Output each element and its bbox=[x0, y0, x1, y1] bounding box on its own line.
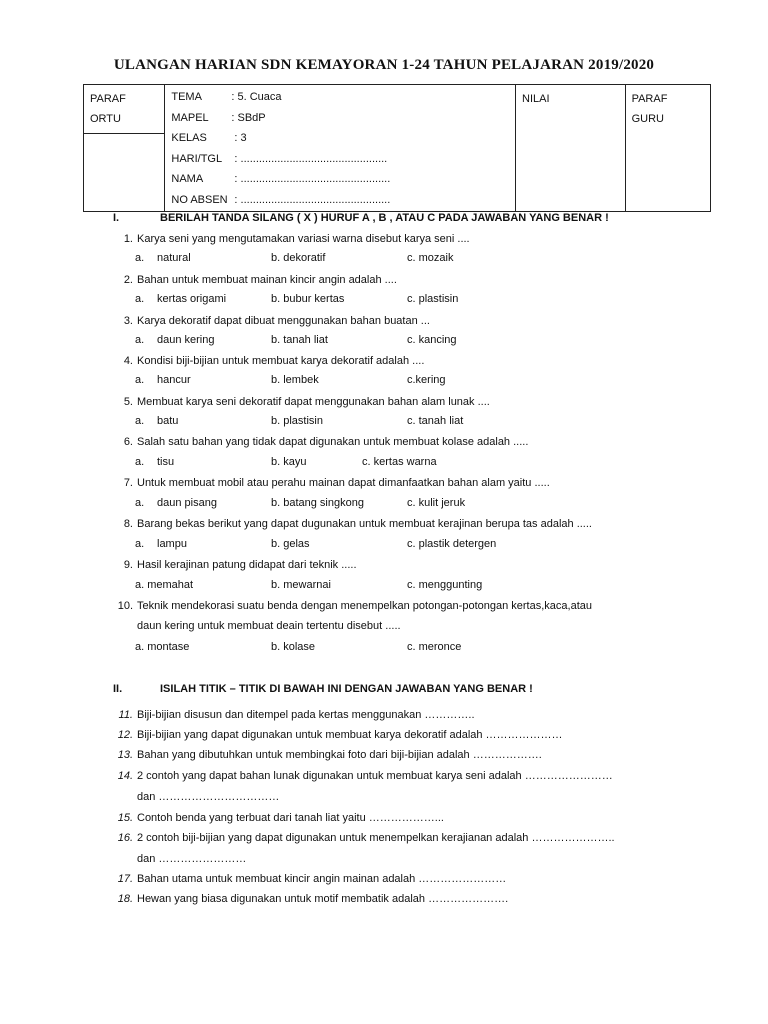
question-text[interactable]: Bahan yang dibutuhkan untuk membingkai foto dari biji-bijian adalah ………………. bbox=[137, 749, 542, 761]
option-marker[interactable]: a. bbox=[135, 293, 145, 305]
answer-option[interactable]: c. tanah liat bbox=[407, 415, 464, 427]
question-text[interactable]: 2 contoh biji-bijian yang dapat digunakan untuk menempelkan kerajianan adalah ………………….. bbox=[137, 832, 615, 844]
option-marker[interactable]: a. bbox=[135, 334, 145, 346]
question-number: 4. bbox=[123, 355, 133, 367]
question-text: Bahan untuk membuat mainan kincir angin adalah .... bbox=[137, 274, 397, 286]
question-number: 7. bbox=[123, 477, 133, 489]
question-number: 10. bbox=[117, 600, 133, 612]
question-number: 11. bbox=[118, 709, 133, 721]
question-text: Hasil kerajinan patung didapat dari teknik ..... bbox=[137, 559, 357, 571]
question-text: Karya dekoratif dapat dibuat menggunakan bahan buatan ... bbox=[137, 315, 430, 327]
question-text: Salah satu bahan yang tidak dapat digunakan untuk membuat kolase adalah ..... bbox=[137, 436, 529, 448]
question-number: 8. bbox=[123, 518, 133, 530]
question-number: 14. bbox=[117, 770, 133, 782]
paraf-guru-label-1: PARAF bbox=[631, 93, 668, 105]
info-mapel: MAPEL : SBdP bbox=[171, 111, 266, 124]
question-text-line-2[interactable]: dan …………………………… bbox=[137, 791, 280, 803]
answer-option[interactable]: b. plastisin bbox=[271, 415, 323, 427]
page-title: ULANGAN HARIAN SDN KEMAYORAN 1-24 TAHUN PELAJARAN 2019/2020 bbox=[113, 57, 655, 73]
question-text: Kondisi biji-bijian untuk membuat karya dekoratif adalah .... bbox=[137, 355, 425, 367]
question-number: 12. bbox=[117, 729, 133, 741]
answer-option[interactable]: c. plastisin bbox=[407, 293, 459, 305]
option-marker[interactable]: a. memahat bbox=[135, 579, 194, 591]
answer-option[interactable]: daun kering bbox=[157, 334, 215, 346]
option-marker[interactable]: a. bbox=[135, 538, 145, 550]
answer-option[interactable]: c. kancing bbox=[407, 334, 457, 346]
section-2-number: II. bbox=[113, 683, 123, 695]
answer-option[interactable]: c. meronce bbox=[407, 641, 462, 653]
section-1-title: BERILAH TANDA SILANG ( X ) HURUF A , B , ATAU C PADA JAWABAN YANG BENAR ! bbox=[160, 212, 609, 224]
question-text[interactable]: Biji-bijian disusun dan ditempel pada kertas menggunakan ………….. bbox=[137, 709, 475, 721]
option-marker[interactable]: a. bbox=[135, 252, 145, 264]
answer-option[interactable]: b. lembek bbox=[271, 374, 319, 386]
answer-option[interactable]: b. mewarnai bbox=[271, 579, 331, 591]
question-number: 1. bbox=[123, 233, 133, 245]
info-no-absen[interactable]: NO ABSEN : ................................................. bbox=[171, 193, 391, 206]
answer-option[interactable]: daun pisang bbox=[157, 497, 217, 509]
answer-option[interactable]: kertas origami bbox=[157, 293, 227, 305]
option-marker[interactable]: a. bbox=[135, 497, 145, 509]
section-2-title: ISILAH TITIK – TITIK DI BAWAH INI DENGAN JAWABAN YANG BENAR ! bbox=[160, 683, 533, 695]
question-number: 15. bbox=[117, 812, 133, 824]
question-number: 6. bbox=[123, 436, 133, 448]
option-marker[interactable]: a. montase bbox=[135, 641, 190, 653]
question-text[interactable]: 2 contoh yang dapat bahan lunak digunakan untuk membuat karya seni adalah …………………… bbox=[137, 770, 613, 782]
question-text[interactable]: Contoh benda yang terbuat dari tanah liat yaitu ………………... bbox=[137, 812, 444, 824]
answer-option[interactable]: c. menggunting bbox=[407, 579, 483, 591]
answer-option[interactable]: c. kertas warna bbox=[362, 456, 437, 468]
answer-option[interactable]: b. tanah liat bbox=[271, 334, 328, 346]
question-number: 18. bbox=[117, 893, 133, 905]
option-marker[interactable]: a. bbox=[135, 456, 145, 468]
question-number: 3. bbox=[123, 315, 133, 327]
question-number: 13. bbox=[117, 749, 133, 761]
question-text: Untuk membuat mobil atau perahu mainan dapat dimanfaatkan bahan alam yaitu ..... bbox=[137, 477, 550, 489]
student-info-cell bbox=[165, 85, 516, 212]
info-tema: TEMA : 5. Cuaca bbox=[171, 91, 282, 103]
header-table bbox=[83, 84, 711, 212]
answer-option[interactable]: hancur bbox=[157, 374, 191, 386]
answer-option[interactable]: b. kayu bbox=[271, 456, 307, 468]
info-hari-tgl[interactable]: HARI/TGL : ................................................ bbox=[171, 152, 388, 165]
question-text[interactable]: Hewan yang biasa digunakan untuk motif membatik adalah …………………. bbox=[137, 893, 509, 905]
paraf-guru-label-2: GURU bbox=[631, 113, 664, 125]
answer-option[interactable]: b. batang singkong bbox=[271, 497, 364, 509]
question-text[interactable]: Biji-bijian yang dapat digunakan untuk membuat karya dekoratif adalah ………………… bbox=[137, 729, 563, 741]
answer-option[interactable]: b. dekoratif bbox=[271, 252, 326, 264]
nilai-cell bbox=[516, 85, 626, 212]
paraf-ortu-label-2: ORTU bbox=[90, 113, 121, 125]
option-marker[interactable]: a. bbox=[135, 415, 145, 427]
question-number: 17. bbox=[117, 873, 133, 885]
answer-option[interactable]: lampu bbox=[157, 538, 187, 550]
question-text: Teknik mendekorasi suatu benda dengan menempelkan potongan-potongan kertas,kaca,atau bbox=[137, 600, 592, 612]
answer-option[interactable]: natural bbox=[157, 252, 191, 264]
question-text-line-2[interactable]: dan …………………… bbox=[137, 853, 247, 865]
answer-option[interactable]: c. mozaik bbox=[407, 252, 454, 264]
answer-option[interactable]: b. bubur kertas bbox=[271, 293, 345, 305]
info-kelas: KELAS : 3 bbox=[171, 132, 247, 144]
question-number: 9. bbox=[123, 559, 133, 571]
question-text-line-2: daun kering untuk membuat deain tertentu disebut ..... bbox=[137, 620, 401, 632]
question-text: Barang bekas berikut yang dapat dugunakan untuk membuat kerajinan berupa tas adalah ..... bbox=[137, 518, 592, 530]
nilai-label: NILAI bbox=[522, 93, 550, 105]
paraf-guru-cell bbox=[625, 85, 710, 212]
question-text[interactable]: Bahan utama untuk membuat kincir angin mainan adalah …………………… bbox=[137, 873, 507, 885]
question-text: Karya seni yang mengutamakan variasi warna disebut karya seni .... bbox=[137, 233, 470, 245]
option-marker[interactable]: a. bbox=[135, 374, 145, 386]
question-number: 16. bbox=[117, 832, 133, 844]
answer-option[interactable]: c.kering bbox=[407, 374, 446, 386]
paraf-ortu-label-1: PARAF bbox=[90, 93, 126, 105]
answer-option[interactable]: tisu bbox=[157, 456, 175, 468]
info-nama[interactable]: NAMA : ................................................. bbox=[171, 173, 391, 185]
answer-option[interactable]: b. kolase bbox=[271, 641, 316, 653]
section-1-number: I. bbox=[113, 212, 120, 224]
question-number: 5. bbox=[123, 396, 133, 408]
answer-option[interactable]: b. gelas bbox=[271, 538, 310, 550]
paraf-ortu-sign-box[interactable] bbox=[84, 134, 165, 212]
answer-option[interactable]: batu bbox=[157, 415, 179, 427]
paraf-ortu-cell bbox=[84, 85, 165, 134]
answer-option[interactable]: c. plastik detergen bbox=[407, 538, 497, 550]
answer-option[interactable]: c. kulit jeruk bbox=[407, 497, 466, 509]
question-text: Membuat karya seni dekoratif dapat menggunakan bahan alam lunak .... bbox=[137, 396, 490, 408]
question-number: 2. bbox=[123, 274, 133, 286]
